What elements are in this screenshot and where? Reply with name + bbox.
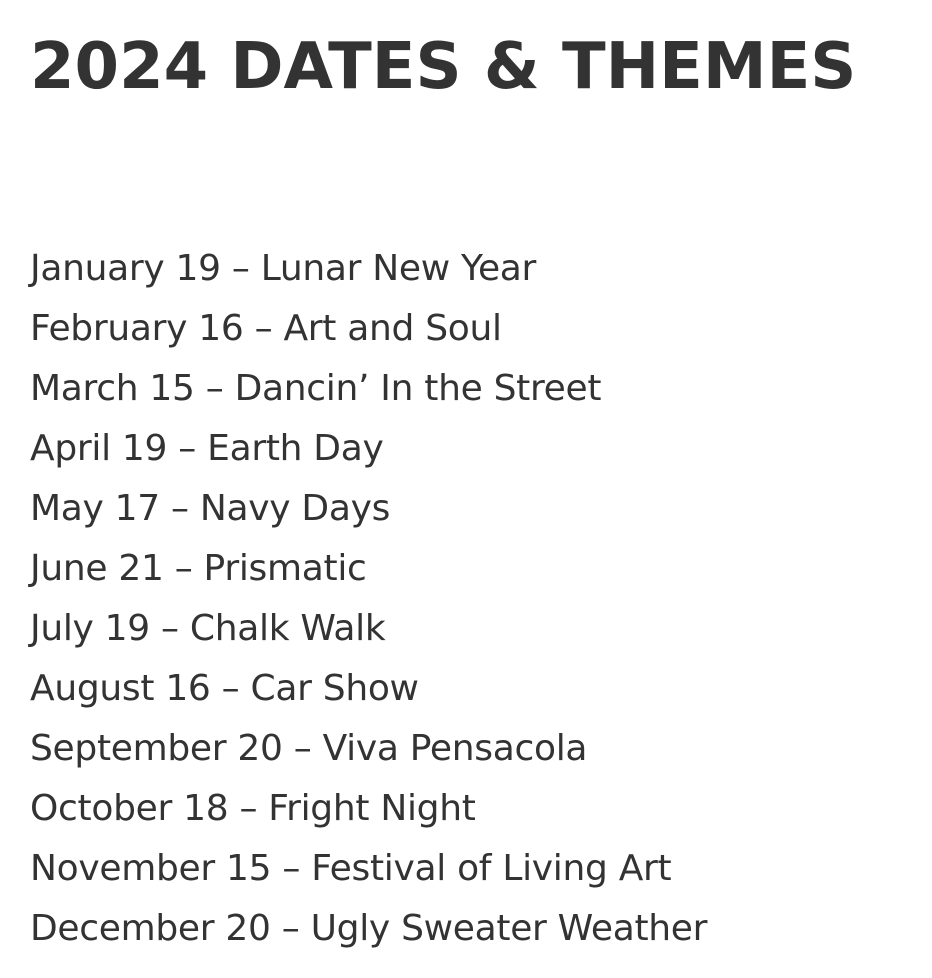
list-item: April 19 – Earth Day (30, 428, 384, 469)
list-item: August 16 – Car Show (30, 668, 419, 709)
list-item: March 15 – Dancin’ In the Street (30, 368, 602, 409)
list-item: July 19 – Chalk Walk (30, 608, 386, 649)
list-item: February 16 – Art and Soul (30, 308, 502, 349)
list-item: May 17 – Navy Days (30, 488, 391, 529)
list-item: November 15 – Festival of Living Art (30, 848, 672, 889)
list-item: December 20 – Ugly Sweater Weather (30, 908, 708, 949)
list-item: September 20 – Viva Pensacola (30, 728, 588, 769)
list-item: January 19 – Lunar New Year (30, 248, 537, 289)
list-item: June 21 – Prismatic (30, 548, 367, 589)
dates-themes-list (30, 239, 707, 959)
list-item: October 18 – Fright Night (30, 788, 476, 829)
page-title: 2024 DATES & THEMES (30, 30, 857, 104)
